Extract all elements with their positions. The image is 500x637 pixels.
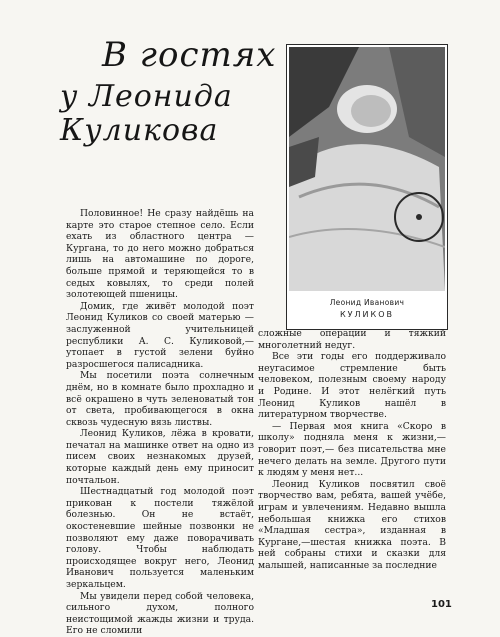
paragraph: Домик, где живёт молодой поэт Леонид Куликов со своей матерью — заслуженной учительницей республики А. С. Куликовой,— утопает в густой зелени буйно разросшегося палисадника. bbox=[66, 300, 254, 370]
paragraph: Леонид Куликов посвятил своё творчество вам, ребята, вашей учёбе, играм и увлечениям. Недавно вышла небольшая книжка его стихов «Младшая сестра», изданная в Кургане,—шестая книжка поэта. В ней собраны стихи и сказки для малышей, написанные за последние bbox=[258, 478, 446, 571]
portrait-photo bbox=[289, 47, 445, 291]
paragraph: Половинное! Не сразу найдёшь на карте это старое степное село. Если ехать из областного центра — Кургана, то до него можно добраться лишь на автомашине по дороге, больше прямой и теряющейся то в седых ковылях, то среди полей золотеющей пшеницы. bbox=[66, 208, 254, 301]
photo-caption bbox=[287, 297, 447, 321]
portrait-photo-image bbox=[289, 47, 445, 291]
paragraph: Все эти годы его поддерживало неугасимое стремление быть человеком, полезным своему народу и Родине. И этот нелёгкий путь Леонид Куликов нашёл в литературном творчестве. bbox=[258, 351, 446, 421]
article-title-line2: у Леонида Куликова bbox=[60, 79, 233, 148]
paragraph-continuation: сложные операции и тяжкий многолетний недуг. bbox=[258, 328, 446, 351]
article-title bbox=[60, 35, 280, 148]
text-column-right bbox=[258, 328, 446, 571]
paragraph: — Первая моя книга «Скоро в школу» подняла меня к жизни,— говорит поэт,— без писательства мне нечего делать на земле. Другого пути к людям у меня нет... bbox=[258, 420, 446, 479]
article-title-line1: В гостях bbox=[102, 35, 277, 75]
paragraph: Мы посетили поэта солнечным днём, но в комнате было прохладно и всё окрашено в чуть зеленоватый тон от света, пробивающегося в окна сквозь чудесную вязь листвы. bbox=[66, 370, 254, 428]
photo-figure bbox=[286, 44, 448, 330]
paragraph: Мы увидели перед собой человека, сильного духом, полного неистощимой жажды жизни и труда. Его не сломили bbox=[66, 590, 254, 637]
text-column-left bbox=[66, 208, 254, 637]
paragraph: Леонид Куликов, лёжа в кровати, печатал на машинке ответ на одно из писем своих незнакомых друзей, которые каждый день ему приносит почтальон. bbox=[66, 428, 254, 486]
caption-surname-line: КУЛИКОВ bbox=[339, 310, 395, 319]
page-number: 101 bbox=[431, 599, 452, 610]
paragraph: Шестнадцатый год молодой поэт прикован к постели тяжёлой болезнью. Он не встаёт, окостеневшие шейные позвонки не позволяют ему даже поворачивать голову. Чтобы наблюдать происходящее вокруг него, Леонид Иванович пользуется маленьким зеркальцем. bbox=[66, 486, 254, 590]
caption-name-line: Леонид Иванович bbox=[329, 298, 405, 307]
